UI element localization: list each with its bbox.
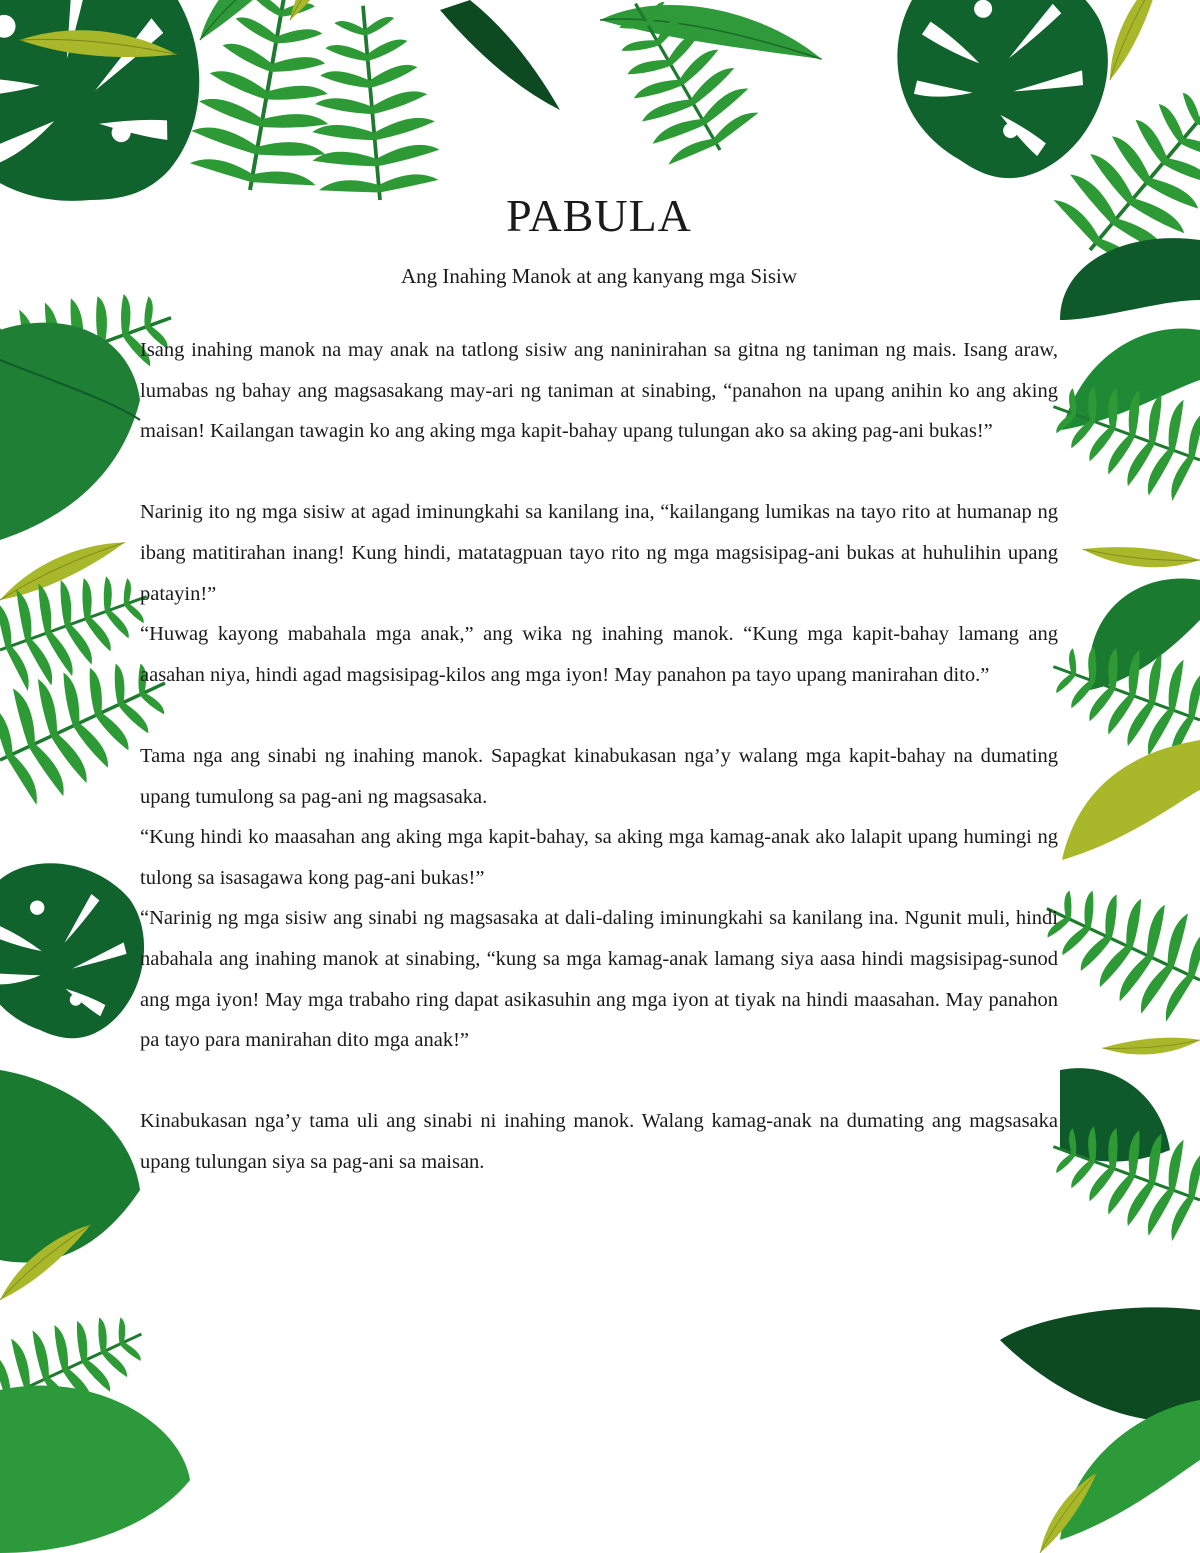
story-subtitle: Ang Inahing Manok at ang kanyang mga Sisiw [400,264,798,288]
paragraph: Isang inahing manok na may anak na tatlong sisiw ang naninirahan sa gitna ng taniman ng mais. Isang araw, lumabas ng bahay ang magsasakang may-ari ng taniman at sinabing, “panahon na upang anihin ko ang aking maisan! Kailangan tawagin ko ang aking mga kapit-bahay upang tulungan ako sa aking pag-ani bukas!” [140,339,1058,443]
story-text [140,330,1058,1182]
paragraph: Narinig ito ng mga sisiw at agad iminungkahi sa kanilang ina, “kailangang lumikas na tayo rito at humanap ng ibang matitirahan inang! Kung hindi, matatagpuan tayo rito ng mga magsisipag-ani bukas at huhulihin upang patayin!” [140,501,1058,605]
paragraph: Tama nga ang sinabi ng inahing manok. Sapagkat kinabukasan nga’y walang mga kapit-bahay na dumating upang tumulong sa pag-ani ng magsasaka. [140,744,1058,808]
paragraph: “Kung hindi ko maasahan ang aking mga kapit-bahay, sa aking mga kamag-anak ako lalapit upang humingi ng tulong sa isasagawa kong pag-ani bukas!” [140,826,1058,889]
paragraph: Kinabukasan nga’y tama uli ang sinabi ni inahing manok. Walang kamag-anak na dumating ang magsasaka upang tulungan siya sa pag-ani sa maisan. [140,1110,1058,1173]
paragraph: “Narinig ng mga sisiw ang sinabi ng magsasaka at dali-daling iminungkahi sa kanilang ina. Ngunit muli, hindi nabahala ang inahing manok at sinabing, “kung sa mga kamag-anak lamang siya aasa hindi magsisipag-sunod ang mga iyon! May mga trabaho ring dapat asikasuhin ang mga iyon at tiyak na hindi maasahan. May panahon pa tayo para manirahan dito mga anak!” [140,907,1058,1052]
paragraph: “Huwag kayong mabahala mga anak,” ang wika ng inahing manok. “Kung mga kapit-bahay lamang ang aasahan niya, hindi agad magsisipag-kilos ang mga iyon! May panahon pa tayo upang manirahan dito.” [140,623,1058,686]
page-title: PABULA [506,190,692,241]
document-body [140,188,1058,1182]
